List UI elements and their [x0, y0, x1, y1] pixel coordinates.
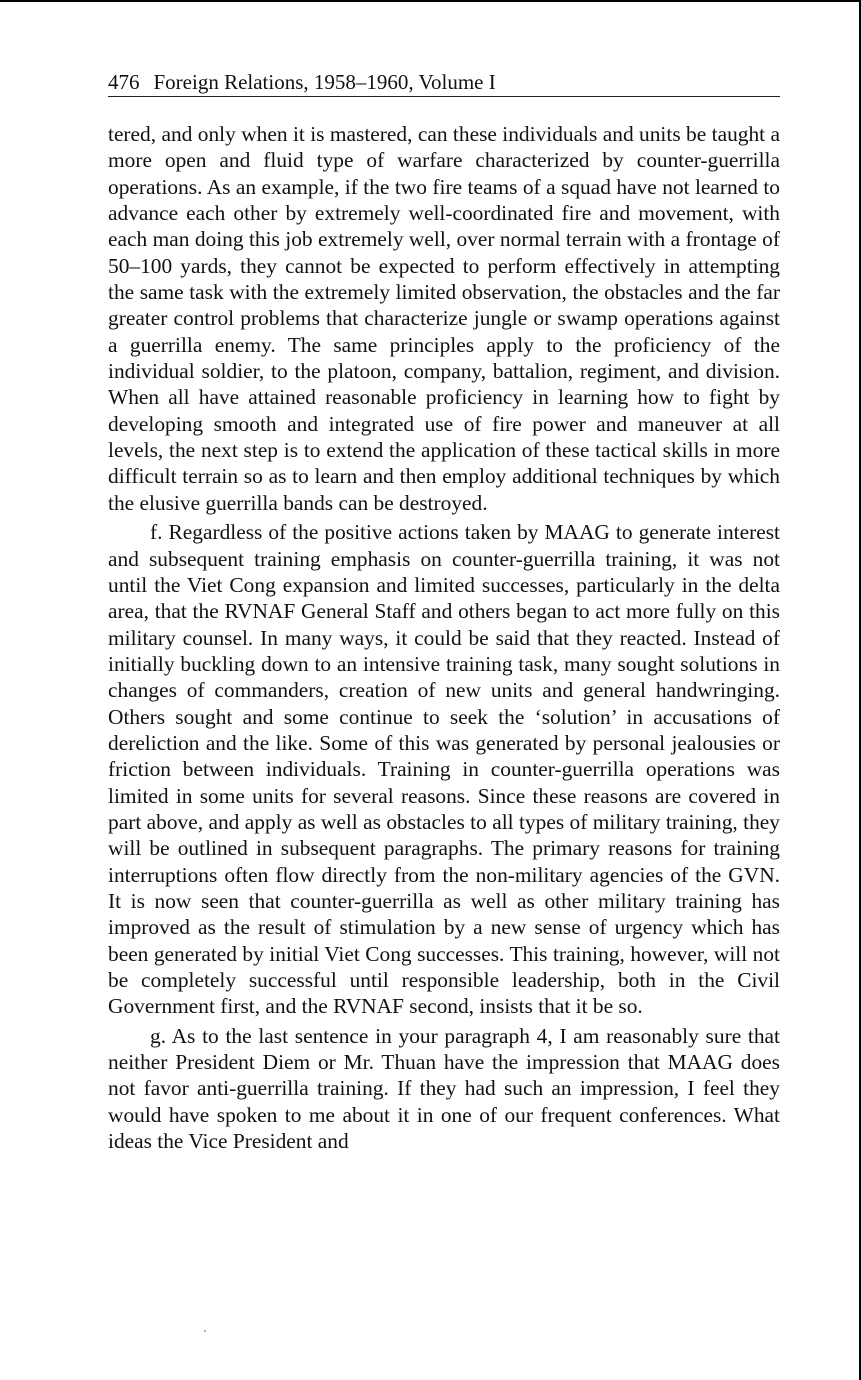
running-title: Foreign Relations, 1958–1960, Volume I [153, 70, 496, 94]
paragraph-continued: tered, and only when it is mastered, can these individuals and units be taught a more open and fluid type of warfare characterized by counter-guerrilla operations. As an example, if the two fire teams of a squad have not learned to advance each other by extremely well-coordinated fire and movement, with each man doing this job extremely well, over normal terrain with a frontage of 50–100 yards, they cannot be expected to perform effectively in attempting the same task with the extremely limited observation, the obstacles and the far greater control problems that characterize jungle or swamp operations against a guerrilla enemy. The same principles apply to the proficiency of the individual soldier, to the platoon, company, battalion, regiment, and division. When all have attained reasonable proficiency in learning how to fight by developing smooth and integrated use of fire power and maneuver at all levels, the next step is to extend the application of these tactical skills in more difficult terrain so as to learn and then employ additional techniques by which the elusive guerrilla bands can be destroyed. [108, 122, 780, 515]
paragraph-f: f. Regardless of the positive actions taken by MAAG to generate interest and subsequent training emphasis on counter-guerrilla training, it was not until the Viet Cong expansion and limited successes, particularly in the delta area, that the RVNAF General Staff and others began to act more fully on this military counsel. In many ways, it could be said that they reacted. Instead of initially buckling down to an intensive training task, many sought solutions in changes of commanders, creation of new units and general handwringing. Others sought and some continue to seek the ‘solution’ in accusations of dereliction and the like. Some of this was generated by personal jealousies or friction between individuals. Training in counter-guerrilla operations was limited in some units for several reasons. Since these reasons are covered in part above, and apply as well as obstacles to all types of military training, they will be outlined in subsequent paragraphs. The primary reasons for training interruptions often flow directly from the non-military agencies of the GVN. It is now seen that counter-guerrilla as well as other military training has improved as the result of stimulation by a new sense of urgency which has been generated by initial Viet Cong successes. This training, however, will not be completely successful until responsible leadership, both in the Civil Government first, and the RVNAF second, insists that it be so. [108, 520, 780, 1019]
paragraph-g: g. As to the last sentence in your paragraph 4, I am reasonably sure that neither President Diem or Mr. Thuan have the impression that MAAG does not favor anti-guerrilla training. If they had such an impression, I feel they would have spoken to me about it in one of our frequent conferences. What ideas the Vice President and [108, 1023, 780, 1154]
body-text [108, 121, 780, 1157]
scan-speck [204, 1330, 206, 1332]
page-number: 476 [108, 70, 140, 94]
running-header [108, 70, 780, 97]
